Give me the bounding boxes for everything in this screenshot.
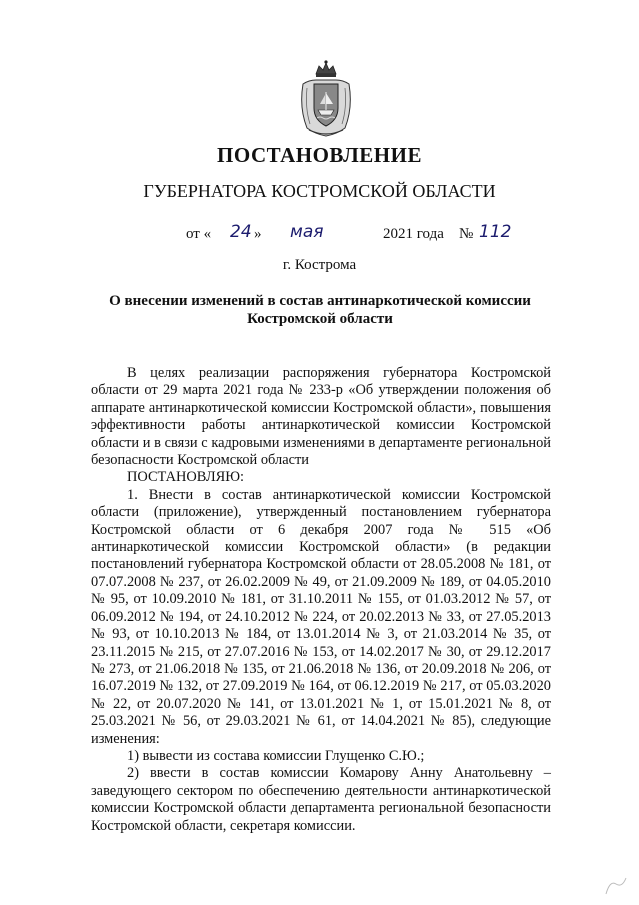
subitem-1-paragraph: 1) вывести из состава комиссии Глущенко С.Ю.; — [127, 747, 425, 764]
date-day-handwritten: 24 — [230, 222, 252, 242]
document-subtitle: ГУБЕРНАТОРА КОСТРОМСКОЙ ОБЛАСТИ — [143, 181, 496, 201]
scan-mark-icon — [600, 870, 630, 900]
decree-number-handwritten: 112 — [479, 222, 512, 242]
preamble-paragraph: В целях реализации распоряжения губернатора Костромской области от 29 марта 2021 года № 233-р «Об утверждении положения об аппарате антинаркотической комиссии Костромской области», повышения эффективности работы антинаркотической комиссии Костромской области и в связи с кадровыми изменениями в департаменте региональной безопасности Костромской области — [91, 365, 551, 469]
document-title: ПОСТАНОВЛЕНИЕ — [217, 143, 422, 167]
decree-word: ПОСТАНОВЛЯЮ: — [127, 469, 245, 486]
heading-line-2: Костромской области — [247, 311, 393, 327]
coat-of-arms-icon — [295, 58, 357, 138]
document-body — [91, 365, 551, 835]
heading-line-1: О внесении изменений в состав антинаркотической комиссии — [109, 293, 531, 309]
date-year: 2021 года — [383, 226, 444, 242]
document-heading — [80, 292, 560, 328]
date-close-quote: » — [254, 226, 262, 242]
date-line — [186, 222, 526, 248]
item-1-paragraph: 1. Внести в состав антинаркотической комиссии Костромской области (приложение), утвержденный постановлением губернатора Костромской области от 6 декабря 2007 года № 515 «Об антинаркотической комиссии Костромской области» (в редакции постановлений губернатора Костромской области от 28.05.2008 № 181, от 07.07.2008 № 237, от 26.02.2009 № 49, от 21.09.2009 № 189, от 04.05.2010 № 95, от 10.09.2010 № 181, от 31.10.2011 № 155, от 01.03.2012 № 57, от 06.09.2012 № 194, от 24.10.2012 № 224, от 20.02.2013 № 33, от 27.05.2013 № 93, от 10.10.2013 № 184, от 13.01.2014 № 3, от 21.03.2014 № 35, от 23.11.2015 № 215, от 27.07.2016 № 153, от 14.02.2017 № 30, от 29.12.2017 № 273, от 21.06.2018 № 135, от 21.06.2018 № 136, от 20.09.2018 № 206, от 16.07.2019 № 132, от 27.09.2019 № 164, от 06.12.2019 № 217, от 05.03.2020 № 22, от 20.07.2020 № 141, от 13.01.2021 № 1, от 15.01.2021 № 8, от 25.03.2021 № 56, от 29.03.2021 № 61, от 14.04.2021 № 85), следующие изменения: — [91, 486, 551, 747]
number-sign: № — [459, 226, 474, 242]
subitem-2-paragraph: 2) ввести в состав комиссии Комарову Анну Анатольевну – заведующего сектором по обеспечению деятельности антинаркотической комиссии Костромской области департамента региональной безопасности Костромской области, секретаря комиссии. — [91, 765, 551, 834]
city-line: г. Кострома — [282, 257, 357, 273]
date-prefix: от « — [186, 226, 212, 242]
date-month-handwritten: мая — [290, 222, 324, 242]
